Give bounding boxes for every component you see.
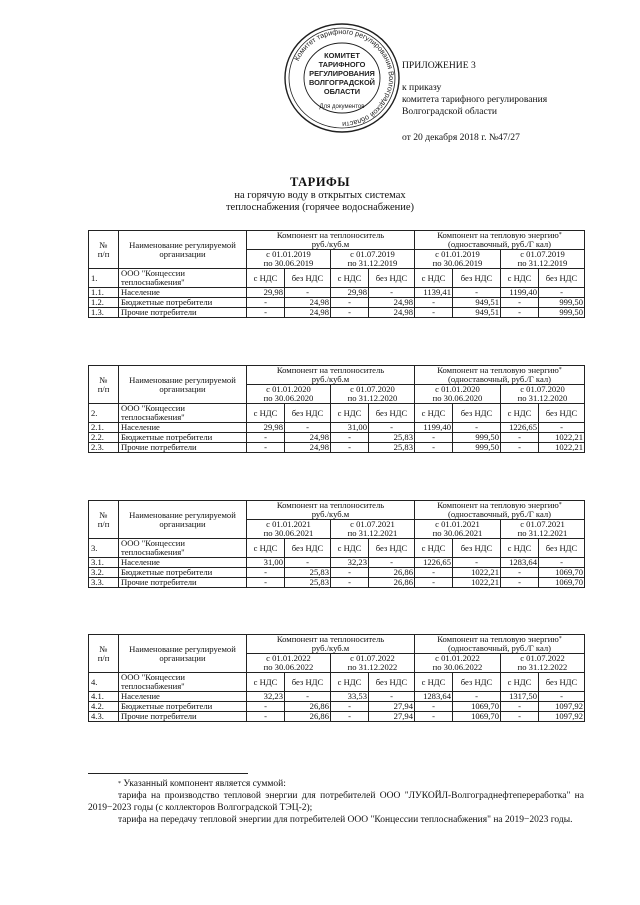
title-main: ТАРИФЫ (289, 175, 351, 189)
table-row (89, 568, 585, 578)
no-vat-label: без НДС (285, 404, 331, 423)
org-number: 2. (89, 404, 119, 423)
vat-label: с НДС (415, 269, 453, 288)
tariff-value: 1139,41 (415, 288, 453, 298)
svg-text:КОМИТЕТ: КОМИТЕТ (324, 51, 360, 60)
consumer-name: Бюджетные потребители (119, 298, 247, 308)
tariff-value: 1069,70 (453, 712, 501, 722)
row-number: 3.1. (89, 558, 119, 568)
tariff-value: 999,50 (453, 443, 501, 453)
row-number: 4.2. (89, 702, 119, 712)
tariff-value: 33,53 (331, 692, 369, 702)
org-number: 1. (89, 269, 119, 288)
official-stamp (282, 22, 402, 134)
tariff-value: 1069,70 (539, 568, 585, 578)
tariff-value: 999,50 (453, 433, 501, 443)
tariff-value: 25,83 (285, 578, 331, 588)
tariff-value: 29,98 (247, 288, 285, 298)
heat-period-1: с 01.01.2022 по 30.06.2022 (415, 654, 501, 673)
tariff-value: 26,86 (285, 712, 331, 722)
row-number: 4.1. (89, 692, 119, 702)
consumer-name: Бюджетные потребители (119, 702, 247, 712)
tariff-value: 1226,65 (415, 558, 453, 568)
carrier-period-1: с 01.01.2019 по 30.06.2019 (247, 250, 331, 269)
tariff-value: 29,98 (247, 423, 285, 433)
tariff-value: - (247, 702, 285, 712)
title-line-2: теплоснабжения (горячее водоснабжение) (225, 202, 415, 213)
appendix-order: к приказу (402, 82, 442, 93)
tariff-value: - (415, 712, 453, 722)
tariff-value: - (331, 433, 369, 443)
num-header: № п/п (89, 366, 119, 404)
heat-header: Компонент на тепловую энергию* (одноставочный, руб./Г кал) (415, 635, 585, 654)
consumer-name: Бюджетные потребители (119, 433, 247, 443)
carrier-period-2: с 01.07.2020 по 31.12.2020 (331, 385, 415, 404)
no-vat-label: без НДС (369, 404, 415, 423)
tariff-value: 1097,92 (539, 702, 585, 712)
tariff-value: - (501, 298, 539, 308)
footnote-rule (88, 773, 248, 774)
tariff-value: 949,51 (453, 308, 501, 318)
tariff-value: - (247, 712, 285, 722)
heat-header: Компонент на тепловую энергию* (одноставочный, руб./Г кал) (415, 231, 585, 250)
row-number: 2.3. (89, 443, 119, 453)
tariff-value: - (415, 702, 453, 712)
tariff-value: 949,51 (453, 298, 501, 308)
vat-label: с НДС (501, 404, 539, 423)
org-column-header: Наименование регулируемой организации (119, 635, 247, 673)
appendix-title: ПРИЛОЖЕНИЕ 3 (402, 60, 476, 71)
tariff-value: - (415, 578, 453, 588)
heat-header: Компонент на тепловую энергию* (одноставочный, руб./Г кал) (415, 366, 585, 385)
tariff-value: - (331, 568, 369, 578)
tariff-value: 24,98 (285, 433, 331, 443)
svg-text:РЕГУЛИРОВАНИЯ: РЕГУЛИРОВАНИЯ (309, 69, 375, 78)
tariff-value: - (453, 558, 501, 568)
tariff-value: - (285, 288, 331, 298)
no-vat-label: без НДС (453, 673, 501, 692)
tariff-value: - (247, 298, 285, 308)
tariff-value: - (453, 692, 501, 702)
consumer-name: Население (119, 692, 247, 702)
table-row (89, 692, 585, 702)
no-vat-label: без НДС (369, 269, 415, 288)
no-vat-label: без НДС (539, 269, 585, 288)
tariff-value: - (247, 433, 285, 443)
tariff-value: 1199,40 (415, 423, 453, 433)
tariff-value: - (369, 558, 415, 568)
vat-label: с НДС (247, 404, 285, 423)
no-vat-label: без НДС (453, 404, 501, 423)
vat-label: с НДС (331, 673, 369, 692)
tariff-value: 31,00 (247, 558, 285, 568)
vat-label: с НДС (415, 673, 453, 692)
no-vat-label: без НДС (285, 539, 331, 558)
tariff-value: 1283,64 (501, 558, 539, 568)
tariff-value: 1022,21 (539, 443, 585, 453)
tariff-value: - (285, 423, 331, 433)
svg-text:ТАРИФНОГО: ТАРИФНОГО (318, 60, 366, 69)
no-vat-label: без НДС (453, 539, 501, 558)
tariff-value: - (453, 288, 501, 298)
tariff-value: - (415, 433, 453, 443)
tariff-value: 25,83 (369, 443, 415, 453)
carrier-header: Компонент на теплоноситель руб./куб.м (247, 366, 415, 385)
tariff-value: 24,98 (285, 308, 331, 318)
tariff-value: - (285, 558, 331, 568)
table-row (89, 578, 585, 588)
tariff-value: - (331, 308, 369, 318)
footnote-production: тарифа на производство тепловой энергии для потребителей ООО "ЛУКОЙЛ-Волгограднефтепереработка" на 2019−2023 годы (с коллекторов Волгоградской ТЭЦ-2); (88, 791, 584, 813)
tariff-value: - (247, 308, 285, 318)
table-row (89, 558, 585, 568)
vat-label: с НДС (415, 404, 453, 423)
table-row (89, 443, 585, 453)
tariff-value: - (501, 712, 539, 722)
tariff-value: - (247, 443, 285, 453)
no-vat-label: без НДС (369, 673, 415, 692)
svg-text:ОБЛАСТИ: ОБЛАСТИ (323, 87, 361, 96)
document-title (0, 176, 640, 214)
vat-label: с НДС (501, 673, 539, 692)
tariff-value: - (501, 578, 539, 588)
no-vat-label: без НДС (285, 269, 331, 288)
heat-period-1: с 01.01.2020 по 30.06.2020 (415, 385, 501, 404)
no-vat-label: без НДС (453, 269, 501, 288)
no-vat-label: без НДС (539, 673, 585, 692)
consumer-name: Население (119, 423, 247, 433)
svg-text:Для документов: Для документов (319, 104, 365, 110)
tariff-value: 1226,65 (501, 423, 539, 433)
tariff-value: 25,83 (285, 568, 331, 578)
tariff-value: 29,98 (331, 288, 369, 298)
tariff-value: - (539, 288, 585, 298)
carrier-header: Компонент на теплоноситель руб./куб.м (247, 635, 415, 654)
num-header: № п/п (89, 231, 119, 269)
vat-label: с НДС (247, 539, 285, 558)
tariff-value: - (453, 423, 501, 433)
tariff-value: 1097,92 (539, 712, 585, 722)
tariff-value: - (331, 443, 369, 453)
tariff-value: - (501, 433, 539, 443)
no-vat-label: без НДС (539, 539, 585, 558)
tariff-value: 27,94 (369, 702, 415, 712)
vat-label: с НДС (331, 269, 369, 288)
no-vat-label: без НДС (285, 673, 331, 692)
tariff-value: - (331, 712, 369, 722)
carrier-period-1: с 01.01.2021 по 30.06.2021 (247, 520, 331, 539)
tariff-value: 999,50 (539, 308, 585, 318)
tariff-value: 25,83 (369, 433, 415, 443)
footnote-intro: * Указанный компонент является суммой: (118, 779, 286, 789)
consumer-name: Бюджетные потребители (119, 568, 247, 578)
table-row (89, 433, 585, 443)
heat-period-2: с 01.07.2022 по 31.12.2022 (501, 654, 585, 673)
tariff-value: - (369, 423, 415, 433)
tariff-value: - (369, 288, 415, 298)
row-number: 4.3. (89, 712, 119, 722)
tariff-value: 1199,40 (501, 288, 539, 298)
carrier-header: Компонент на теплоноситель руб./куб.м (247, 501, 415, 520)
vat-label: с НДС (415, 539, 453, 558)
row-number: 2.1. (89, 423, 119, 433)
tariff-value: - (501, 443, 539, 453)
footnote (88, 778, 584, 826)
tariff-value: 32,23 (331, 558, 369, 568)
no-vat-label: без НДС (539, 404, 585, 423)
tariff-value: - (415, 443, 453, 453)
consumer-name: Население (119, 288, 247, 298)
org-name: ООО "Концессии теплоснабжения" (119, 269, 247, 288)
carrier-period-2: с 01.07.2021 по 31.12.2021 (331, 520, 415, 539)
tariff-value: - (501, 702, 539, 712)
tariff-value: 999,50 (539, 298, 585, 308)
org-column-header: Наименование регулируемой организации (119, 366, 247, 404)
tariff-value: 1022,21 (453, 578, 501, 588)
org-name: ООО "Концессии теплоснабжения" (119, 539, 247, 558)
row-number: 1.1. (89, 288, 119, 298)
appendix-committee: комитета тарифного регулирования (402, 94, 548, 105)
tariff-value: - (539, 423, 585, 433)
tariff-value: - (415, 568, 453, 578)
table-row (89, 288, 585, 298)
svg-text:Комитет тарифного регулировани: Комитет тарифного регулирования Волгоградской области (292, 26, 397, 130)
svg-text:ВОЛГОГРАДСКОЙ: ВОЛГОГРАДСКОЙ (309, 78, 375, 87)
heat-header: Компонент на тепловую энергию* (одноставочный, руб./Г кал) (415, 501, 585, 520)
table-row (89, 298, 585, 308)
vat-label: с НДС (247, 269, 285, 288)
org-name: ООО "Концессии теплоснабжения" (119, 673, 247, 692)
appendix-region: Волгоградской области (402, 106, 498, 117)
tariff-value: 24,98 (369, 298, 415, 308)
tariff-value: - (415, 308, 453, 318)
title-line-1: на горячую воду в открытых системах (234, 190, 406, 201)
tariff-value: - (331, 578, 369, 588)
tariff-value: 26,86 (369, 578, 415, 588)
heat-period-2: с 01.07.2020 по 31.12.2020 (501, 385, 585, 404)
tariff-table-1 (88, 230, 585, 318)
heat-period-2: с 01.07.2019 по 31.12.2019 (501, 250, 585, 269)
tariff-value: 1283,64 (415, 692, 453, 702)
table-row (89, 308, 585, 318)
tariff-value: 1069,70 (453, 702, 501, 712)
consumer-name: Прочие потребители (119, 308, 247, 318)
table-row (89, 712, 585, 722)
tariff-value: 1022,21 (539, 433, 585, 443)
consumer-name: Прочие потребители (119, 578, 247, 588)
consumer-name: Прочие потребители (119, 712, 247, 722)
footnote-transfer: тарифа на передачу тепловой энергии для потребителей ООО "Концессии теплоснабжения" на 2019−2023 годы. (118, 815, 573, 825)
tariff-table-2 (88, 365, 585, 453)
tariff-value: - (331, 298, 369, 308)
table-row (89, 702, 585, 712)
row-number: 1.2. (89, 298, 119, 308)
table-row (89, 423, 585, 433)
tariff-value: 24,98 (285, 443, 331, 453)
tariff-value: - (501, 308, 539, 318)
tariff-value: - (285, 692, 331, 702)
tariff-value: 31,00 (331, 423, 369, 433)
vat-label: с НДС (331, 539, 369, 558)
tariff-table-4 (88, 634, 585, 722)
tariff-value: 1022,21 (453, 568, 501, 578)
org-name: ООО "Концессии теплоснабжения" (119, 404, 247, 423)
tariff-value: 32,23 (247, 692, 285, 702)
tariff-value: 24,98 (369, 308, 415, 318)
tariff-value: 1069,70 (539, 578, 585, 588)
num-header: № п/п (89, 501, 119, 539)
appendix-header (402, 60, 548, 143)
heat-period-1: с 01.01.2021 по 30.06.2021 (415, 520, 501, 539)
row-number: 1.3. (89, 308, 119, 318)
tariff-value: - (247, 568, 285, 578)
tariff-value: - (247, 578, 285, 588)
org-number: 4. (89, 673, 119, 692)
carrier-period-2: с 01.07.2022 по 31.12.2022 (331, 654, 415, 673)
tariff-value: 26,86 (369, 568, 415, 578)
num-header: № п/п (89, 635, 119, 673)
no-vat-label: без НДС (369, 539, 415, 558)
tariff-value: - (331, 702, 369, 712)
tariff-value: - (539, 692, 585, 702)
vat-label: с НДС (501, 269, 539, 288)
consumer-name: Население (119, 558, 247, 568)
row-number: 3.3. (89, 578, 119, 588)
tariff-value: - (415, 298, 453, 308)
tariff-value: 26,86 (285, 702, 331, 712)
tariff-value: - (501, 568, 539, 578)
heat-period-1: с 01.01.2019 по 30.06.2019 (415, 250, 501, 269)
vat-label: с НДС (247, 673, 285, 692)
consumer-name: Прочие потребители (119, 443, 247, 453)
vat-label: с НДС (501, 539, 539, 558)
carrier-header: Компонент на теплоноситель руб./куб.м (247, 231, 415, 250)
vat-label: с НДС (331, 404, 369, 423)
tariff-table-3 (88, 500, 585, 588)
tariff-value: - (369, 692, 415, 702)
tariff-value: 27,94 (369, 712, 415, 722)
tariff-value: - (539, 558, 585, 568)
tariff-value: 24,98 (285, 298, 331, 308)
carrier-period-1: с 01.01.2020 по 30.06.2020 (247, 385, 331, 404)
org-column-header: Наименование регулируемой организации (119, 501, 247, 539)
row-number: 2.2. (89, 433, 119, 443)
carrier-period-1: с 01.01.2022 по 30.06.2022 (247, 654, 331, 673)
org-column-header: Наименование регулируемой организации (119, 231, 247, 269)
heat-period-2: с 01.07.2021 по 31.12.2021 (501, 520, 585, 539)
org-number: 3. (89, 539, 119, 558)
carrier-period-2: с 01.07.2019 по 31.12.2019 (331, 250, 415, 269)
row-number: 3.2. (89, 568, 119, 578)
appendix-date: от 20 декабря 2018 г. №47/27 (402, 132, 520, 143)
tariff-value: 1317,50 (501, 692, 539, 702)
